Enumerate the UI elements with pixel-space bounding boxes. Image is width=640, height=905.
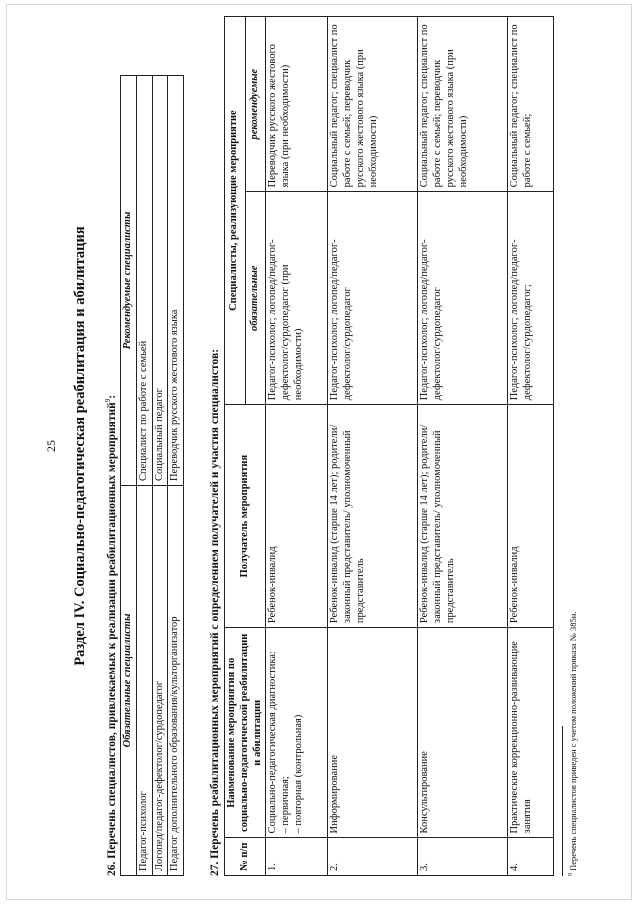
recommended-specialists: Переводчик русского жестового языка (при необходимости) [266, 17, 328, 192]
row-number: 4. [508, 838, 554, 876]
footnote-divider [562, 726, 563, 876]
section-26-title [104, 395, 119, 876]
mandatory-specialists: Педагог-психолог; логопед/педагог-дефектолог/сурдопедагог (при необходимости) [266, 192, 328, 405]
footnote-ref: 9 [104, 398, 112, 403]
mandatory-specialists: Педагог-психолог; логопед/педагог-дефектолог/сурдопедагог; [508, 192, 554, 405]
measure-name: Информирование [328, 628, 418, 838]
measure-recipient: Ребенок-инвалид (старше 14 лет); родители/ законный представитель/ уполномоченный представитель [418, 405, 508, 628]
recommended-specialist: Переводчик русского жестового языка [168, 76, 184, 486]
measure-name: Практические коррекционно-развивающие занятия [508, 628, 554, 838]
mandatory-specialist: Педагог дополнительного образования/культорганизатор [168, 486, 184, 876]
specialists-table [120, 75, 184, 876]
mandatory-specialists: Педагог-психолог; логопед/педагог-дефектолог/сурдопедагог [418, 192, 508, 405]
table-row [328, 17, 418, 876]
table-row [266, 17, 328, 876]
table-row [136, 76, 152, 876]
mandatory-specialist: Логопед/педагог-дефектолог/сурдопедагог [152, 486, 168, 876]
col-mandatory-specialists: Обязательные специалисты [121, 486, 137, 876]
recommended-specialist: Специалист по работе с семьей [136, 76, 152, 486]
section-27-title: 27. Перечень реабилитационных мероприятий с определением получателей и участия специалистов: [209, 348, 221, 876]
col-number: № п/п [225, 838, 266, 876]
col-recipient: Получатель мероприятия [225, 405, 266, 628]
col-specialists: Специалисты, реализующие мероприятие [225, 17, 246, 405]
measure-name: Консультирование [418, 628, 508, 838]
page-number: 25 [44, 440, 58, 452]
footnote-text: Перечень специалистов приведен с учетом положений приказа № 385н. [568, 611, 578, 871]
recommended-specialist: Социальный педагог [152, 76, 168, 486]
measures-table [224, 16, 554, 876]
measure-recipient: Ребенок-инвалид (старше 14 лет); родители/ законный представитель/ уполномоченный представитель [328, 405, 418, 628]
col-measure-name: Наименование мероприятия по социально-педагогической реабилитации и абилитации [225, 628, 266, 838]
table-row [418, 17, 508, 876]
footnote-mark: 9 [568, 873, 575, 876]
recommended-specialists: Социальный педагог; специалист по работе с семьей; переводчик русского жестового языка (при необходимости) [418, 17, 508, 192]
col-recommended: рекомендуемые [245, 17, 266, 192]
measure-recipient: Ребенок-инвалид [266, 405, 328, 628]
row-number: 3. [418, 838, 508, 876]
measure-title: Социально-педагогическая диагностика: [267, 651, 279, 834]
list-item: – повторная (контрольная) [292, 714, 304, 834]
recommended-specialists: Социальный педагог; специалист по работе с семьей; переводчик русского жестового языка (при необходимости) [328, 17, 418, 192]
list-item: – первичная; [280, 776, 292, 834]
table-row [168, 76, 184, 876]
section-26-title-end: : [105, 394, 118, 399]
measure-recipient: Ребенок-инвалид [508, 405, 554, 628]
footnote [568, 612, 578, 876]
col-mandatory: обязательные [245, 192, 266, 405]
col-recommended-specialists: Рекомендуемые специалисты [121, 76, 137, 486]
section-title: Раздел IV. Социально-педагогическая реабилитация и абилитация [72, 226, 88, 666]
document-page [42, 16, 602, 876]
mandatory-specialist: Педагог-психолог [136, 486, 152, 876]
row-number: 2. [328, 838, 418, 876]
table-row [152, 76, 168, 876]
measure-name [266, 628, 328, 838]
row-number: 1. [266, 838, 328, 876]
section-26-title-text: 26. Перечень специалистов, привлекаемых к реализации реабилитационных мероприятий [105, 402, 118, 876]
mandatory-specialists: Педагог-психолог; логопед/педагог-дефектолог/сурдопедагог [328, 192, 418, 405]
recommended-specialists: Социальный педагог; специалист по работе с семьей; [508, 17, 554, 192]
table-row [508, 17, 554, 876]
